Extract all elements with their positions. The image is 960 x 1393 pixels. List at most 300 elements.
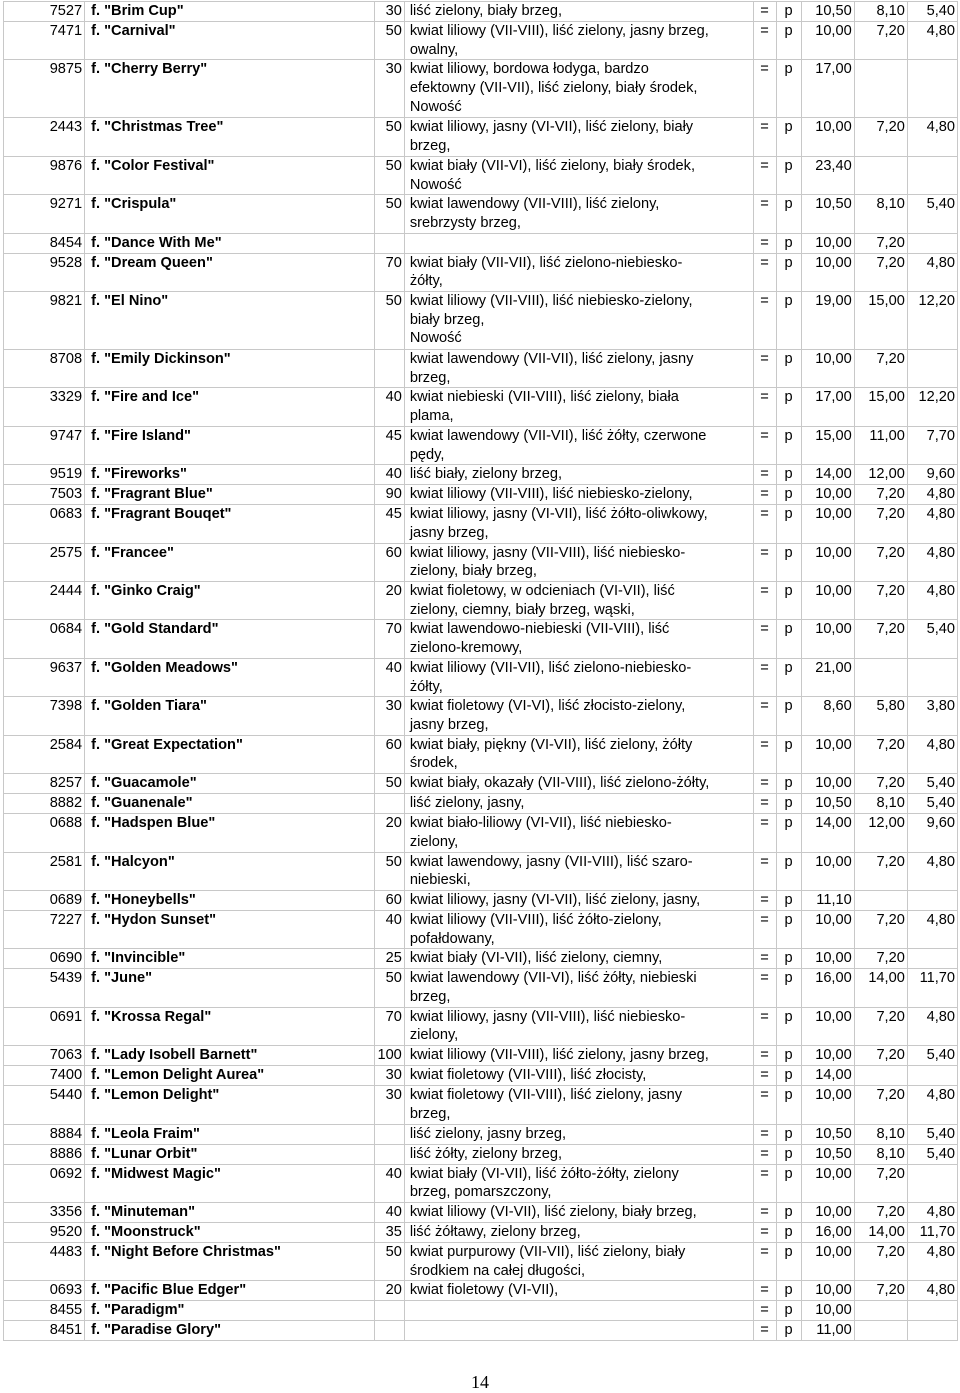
- price-2: 7,20: [854, 233, 907, 253]
- catalog-code: 3356: [4, 1202, 85, 1222]
- plant-height: 40: [374, 658, 404, 696]
- price-1: 8,60: [801, 697, 854, 735]
- price-unit: p: [776, 852, 801, 890]
- plant-height: 25: [374, 949, 404, 969]
- description-line: pędy,: [409, 446, 445, 463]
- catalog-code: 8884: [4, 1124, 85, 1144]
- plant-name: f. "Ginko Craig": [85, 582, 375, 620]
- catalog-code: 7471: [4, 22, 85, 60]
- plant-description: [404, 1144, 753, 1164]
- catalog-code: 0692: [4, 1164, 85, 1202]
- price-3: 5,40: [907, 2, 957, 22]
- plant-description: [404, 1124, 753, 1144]
- plant-name: f. "Leola Fraim": [85, 1124, 375, 1144]
- equals-sign: =: [753, 1144, 776, 1164]
- plant-name: f. "Fireworks": [85, 465, 375, 485]
- price-3: 5,40: [907, 774, 957, 794]
- plant-height: 60: [374, 543, 404, 581]
- price-3: 4,80: [907, 1242, 957, 1280]
- price-unit: p: [776, 22, 801, 60]
- description-line: Nowość: [409, 176, 462, 193]
- price-1: 16,00: [801, 1222, 854, 1242]
- catalog-code: 8708: [4, 350, 85, 388]
- price-3: [907, 1164, 957, 1202]
- price-2: 7,20: [854, 1202, 907, 1222]
- equals-sign: =: [753, 1281, 776, 1301]
- price-unit: p: [776, 582, 801, 620]
- plant-height: 30: [374, 2, 404, 22]
- description-line: kwiat liliowy, jasny (VII-VIII), liść niebiesko-: [409, 1008, 686, 1025]
- description-line: kwiat liliowy (VII-VIII), liść zielony, jasny brzeg,: [409, 1047, 709, 1064]
- price-2: 8,10: [854, 794, 907, 814]
- price-2: 8,10: [854, 1144, 907, 1164]
- price-2: 7,20: [854, 118, 907, 156]
- price-3: 5,40: [907, 1124, 957, 1144]
- table-row: [4, 1144, 958, 1164]
- plant-description: [404, 1281, 753, 1301]
- price-unit: p: [776, 1046, 801, 1066]
- plant-height: 45: [374, 505, 404, 543]
- price-unit: p: [776, 233, 801, 253]
- table-row: [4, 1222, 958, 1242]
- description-line: kwiat liliowy (VII-VIII), liść zielony, jasny brzeg,: [409, 23, 709, 39]
- equals-sign: =: [753, 292, 776, 350]
- equals-sign: =: [753, 465, 776, 485]
- plant-height: [374, 1301, 404, 1321]
- price-2: 8,10: [854, 1124, 907, 1144]
- price-3: [907, 1066, 957, 1086]
- price-1: 10,50: [801, 794, 854, 814]
- equals-sign: =: [753, 1202, 776, 1222]
- price-unit: p: [776, 969, 801, 1007]
- page-number: 14: [471, 1372, 489, 1392]
- price-2: 7,20: [854, 949, 907, 969]
- plant-description: [404, 1066, 753, 1086]
- plant-description: [404, 1321, 753, 1341]
- price-2: [854, 1066, 907, 1086]
- plant-height: 100: [374, 1046, 404, 1066]
- description-line: liść zielony, jasny,: [409, 795, 525, 812]
- plant-height: 70: [374, 253, 404, 291]
- table-row: [4, 465, 958, 485]
- price-2: 15,00: [854, 388, 907, 426]
- plant-name: f. "Fire Island": [85, 426, 375, 464]
- price-2: 7,20: [854, 543, 907, 581]
- plant-name: f. "Fragrant Bouqet": [85, 505, 375, 543]
- price-3: [907, 1301, 957, 1321]
- catalog-code: 7400: [4, 1066, 85, 1086]
- plant-height: 50: [374, 195, 404, 233]
- plant-name: f. "Hydon Sunset": [85, 910, 375, 948]
- plant-height: [374, 233, 404, 253]
- equals-sign: =: [753, 814, 776, 852]
- plant-name: f. "Lemon Delight": [85, 1086, 375, 1124]
- plant-height: 40: [374, 1202, 404, 1222]
- plant-description: [404, 118, 753, 156]
- price-3: 5,40: [907, 794, 957, 814]
- price-unit: p: [776, 543, 801, 581]
- plant-name: f. "Fragrant Blue": [85, 485, 375, 505]
- price-unit: p: [776, 658, 801, 696]
- equals-sign: =: [753, 1086, 776, 1124]
- equals-sign: =: [753, 697, 776, 735]
- description-line: środkiem na całej długości,: [409, 1262, 586, 1279]
- table-row: [4, 253, 958, 291]
- plant-height: 45: [374, 426, 404, 464]
- plant-description: [404, 426, 753, 464]
- price-2: 7,20: [854, 350, 907, 388]
- description-line: kwiat liliowy, jasny (VI-VII), liść zielony, jasny,: [409, 891, 701, 908]
- plant-height: 90: [374, 485, 404, 505]
- table-row: [4, 388, 958, 426]
- plant-description: [404, 1086, 753, 1124]
- catalog-code: 9519: [4, 465, 85, 485]
- plant-height: 20: [374, 1281, 404, 1301]
- price-unit: p: [776, 774, 801, 794]
- table-row: [4, 195, 958, 233]
- plant-description: [404, 697, 753, 735]
- plant-description: [404, 735, 753, 773]
- plant-name: f. "Minuteman": [85, 1202, 375, 1222]
- table-row: [4, 582, 958, 620]
- equals-sign: =: [753, 22, 776, 60]
- plant-height: 60: [374, 735, 404, 773]
- price-unit: p: [776, 1124, 801, 1144]
- description-line: owalny,: [409, 41, 459, 58]
- description-line: liść zielony, biały brzeg,: [409, 3, 563, 19]
- equals-sign: =: [753, 388, 776, 426]
- plant-height: 20: [374, 814, 404, 852]
- catalog-code: 2575: [4, 543, 85, 581]
- table-row: [4, 543, 958, 581]
- plant-name: f. "Krossa Regal": [85, 1007, 375, 1045]
- table-row: [4, 1242, 958, 1280]
- description-line: brzeg,: [409, 1105, 451, 1122]
- catalog-code: 2443: [4, 118, 85, 156]
- table-row: [4, 852, 958, 890]
- price-unit: p: [776, 1066, 801, 1086]
- price-3: [907, 156, 957, 194]
- price-1: 19,00: [801, 292, 854, 350]
- description-line: brzeg,: [409, 138, 451, 155]
- price-1: 10,00: [801, 1202, 854, 1222]
- plant-description: [404, 1164, 753, 1202]
- price-3: 4,80: [907, 1086, 957, 1124]
- plant-height: 30: [374, 697, 404, 735]
- plant-description: [404, 582, 753, 620]
- description-line: kwiat lawendowy (VII-VII), liść zielony, jasny: [409, 351, 694, 368]
- table-row: [4, 890, 958, 910]
- price-1: 10,00: [801, 582, 854, 620]
- description-line: kwiat lawendowy, jasny (VII-VIII), liść szaro-: [409, 853, 693, 870]
- price-3: 9,60: [907, 814, 957, 852]
- plant-height: 60: [374, 890, 404, 910]
- price-2: [854, 60, 907, 118]
- plant-height: 50: [374, 774, 404, 794]
- price-1: 10,00: [801, 1086, 854, 1124]
- price-3: 7,70: [907, 426, 957, 464]
- plant-name: f. "Guanenale": [85, 794, 375, 814]
- description-line: kwiat liliowy, jasny (VII-VIII), liść niebiesko-: [409, 544, 686, 561]
- description-line: kwiat liliowy (VII-VIII), liść żółto-zielony,: [409, 911, 662, 928]
- price-3: [907, 658, 957, 696]
- price-3: [907, 1321, 957, 1341]
- price-3: 11,70: [907, 969, 957, 1007]
- equals-sign: =: [753, 233, 776, 253]
- price-1: 10,00: [801, 485, 854, 505]
- price-1: 10,50: [801, 1124, 854, 1144]
- catalog-code: 7398: [4, 697, 85, 735]
- description-line: jasny brzeg,: [409, 716, 489, 733]
- plant-name: f. "Francee": [85, 543, 375, 581]
- description-line: srebrzysty brzeg,: [409, 214, 521, 231]
- catalog-code: 0690: [4, 949, 85, 969]
- price-2: 7,20: [854, 1281, 907, 1301]
- price-3: [907, 233, 957, 253]
- equals-sign: =: [753, 156, 776, 194]
- equals-sign: =: [753, 774, 776, 794]
- plant-description: [404, 543, 753, 581]
- plant-name: f. "Carnival": [85, 22, 375, 60]
- plant-name: f. "El Nino": [85, 292, 375, 350]
- price-3: 5,40: [907, 1046, 957, 1066]
- table-row: [4, 620, 958, 658]
- price-1: 10,00: [801, 233, 854, 253]
- equals-sign: =: [753, 1301, 776, 1321]
- price-2: 7,20: [854, 1007, 907, 1045]
- plant-name: f. "Pacific Blue Edger": [85, 1281, 375, 1301]
- catalog-code: 7503: [4, 485, 85, 505]
- equals-sign: =: [753, 1066, 776, 1086]
- price-3: 4,80: [907, 543, 957, 581]
- price-unit: p: [776, 1164, 801, 1202]
- price-1: 10,00: [801, 253, 854, 291]
- price-2: [854, 890, 907, 910]
- catalog-code: 0684: [4, 620, 85, 658]
- description-line: kwiat purpurowy (VII-VII), liść zielony, biały: [409, 1243, 686, 1260]
- plant-name: f. "Cherry Berry": [85, 60, 375, 118]
- description-line: kwiat fioletowy (VI-VI), liść złocisto-zielony,: [409, 698, 686, 715]
- description-line: Nowość: [409, 98, 462, 115]
- description-line: kwiat biały (VII-VI), liść zielony, biały środek,: [409, 157, 696, 174]
- description-line: żółty,: [409, 273, 443, 290]
- description-line: liść żółtawy, zielony brzeg,: [409, 1223, 581, 1240]
- description-line: kwiat lawendowy (VII-VIII), liść zielony,: [409, 196, 660, 213]
- catalog-code: 5439: [4, 969, 85, 1007]
- equals-sign: =: [753, 253, 776, 291]
- price-unit: p: [776, 118, 801, 156]
- description-line: Nowość: [409, 330, 462, 347]
- equals-sign: =: [753, 2, 776, 22]
- catalog-code: 9821: [4, 292, 85, 350]
- price-1: 23,40: [801, 156, 854, 194]
- price-2: 7,20: [854, 774, 907, 794]
- price-3: 4,80: [907, 22, 957, 60]
- price-3: 4,80: [907, 910, 957, 948]
- description-line: kwiat liliowy, jasny (VI-VII), liść żółto-oliwkowy,: [409, 506, 708, 523]
- price-2: 12,00: [854, 465, 907, 485]
- description-line: kwiat liliowy (VII-VII), liść zielono-niebiesko-: [409, 659, 692, 676]
- equals-sign: =: [753, 60, 776, 118]
- catalog-code: 8257: [4, 774, 85, 794]
- price-2: 14,00: [854, 1222, 907, 1242]
- plant-height: [374, 350, 404, 388]
- equals-sign: =: [753, 852, 776, 890]
- price-1: 10,00: [801, 735, 854, 773]
- price-1: 10,00: [801, 1164, 854, 1202]
- description-line: plama,: [409, 408, 454, 425]
- price-2: [854, 156, 907, 194]
- description-line: kwiat biały, okazały (VII-VIII), liść zielono-żółty,: [409, 775, 710, 792]
- equals-sign: =: [753, 350, 776, 388]
- price-3: 4,80: [907, 505, 957, 543]
- description-line: kwiat fioletowy (VII-VIII), liść zielony, jasny: [409, 1087, 683, 1104]
- description-line: liść biały, zielony brzeg,: [409, 466, 563, 483]
- catalog-code: 7227: [4, 910, 85, 948]
- table-row: [4, 118, 958, 156]
- catalog-code: 0683: [4, 505, 85, 543]
- price-3: [907, 890, 957, 910]
- plant-name: f. "Christmas Tree": [85, 118, 375, 156]
- catalog-code: 5440: [4, 1086, 85, 1124]
- plant-height: 50: [374, 292, 404, 350]
- table-row: [4, 1124, 958, 1144]
- description-line: kwiat biały, piękny (VI-VII), liść zielony, żółty: [409, 736, 693, 753]
- table-row: [4, 350, 958, 388]
- catalog-code: 9876: [4, 156, 85, 194]
- table-row: [4, 910, 958, 948]
- price-3: 11,70: [907, 1222, 957, 1242]
- price-3: 12,20: [907, 292, 957, 350]
- plant-description: [404, 620, 753, 658]
- price-1: 10,50: [801, 2, 854, 22]
- price-3: 12,20: [907, 388, 957, 426]
- table-row: [4, 2, 958, 22]
- plant-description: [404, 485, 753, 505]
- catalog-code: 9520: [4, 1222, 85, 1242]
- plant-name: f. "Golden Meadows": [85, 658, 375, 696]
- plant-height: 50: [374, 1242, 404, 1280]
- plant-name: f. "Halcyon": [85, 852, 375, 890]
- plant-description: [404, 2, 753, 22]
- plant-height: [374, 1321, 404, 1341]
- table-row: [4, 949, 958, 969]
- plant-height: 70: [374, 620, 404, 658]
- catalog-code: 0691: [4, 1007, 85, 1045]
- description-line: kwiat liliowy (VI-VII), liść zielony, biały brzeg,: [409, 1203, 697, 1220]
- price-unit: p: [776, 60, 801, 118]
- price-2: 7,20: [854, 485, 907, 505]
- equals-sign: =: [753, 426, 776, 464]
- catalog-code: 0689: [4, 890, 85, 910]
- table-row: [4, 60, 958, 118]
- price-unit: p: [776, 890, 801, 910]
- price-3: 3,80: [907, 697, 957, 735]
- equals-sign: =: [753, 195, 776, 233]
- price-2: 7,20: [854, 620, 907, 658]
- plant-height: 20: [374, 582, 404, 620]
- price-3: 4,80: [907, 253, 957, 291]
- catalog-code: 8454: [4, 233, 85, 253]
- price-3: 4,80: [907, 1007, 957, 1045]
- price-1: 10,50: [801, 195, 854, 233]
- plant-height: 40: [374, 1164, 404, 1202]
- equals-sign: =: [753, 910, 776, 948]
- price-3: 4,80: [907, 1202, 957, 1222]
- price-unit: p: [776, 350, 801, 388]
- price-unit: p: [776, 195, 801, 233]
- plant-height: 30: [374, 1066, 404, 1086]
- catalog-code: 9528: [4, 253, 85, 291]
- table-row: [4, 735, 958, 773]
- plant-description: [404, 195, 753, 233]
- plant-name: f. "Night Before Christmas": [85, 1242, 375, 1280]
- price-unit: p: [776, 949, 801, 969]
- catalog-code: 3329: [4, 388, 85, 426]
- price-2: 7,20: [854, 582, 907, 620]
- table-row: [4, 1086, 958, 1124]
- plant-height: [374, 794, 404, 814]
- plant-description: [404, 910, 753, 948]
- price-3: 4,80: [907, 582, 957, 620]
- description-line: kwiat fioletowy (VII-VIII), liść złocisty,: [409, 1067, 647, 1084]
- price-1: 10,00: [801, 949, 854, 969]
- description-line: niebieski,: [409, 872, 471, 889]
- plant-name: f. "Gold Standard": [85, 620, 375, 658]
- table-row: [4, 292, 958, 350]
- price-1: 10,00: [801, 1046, 854, 1066]
- price-unit: p: [776, 794, 801, 814]
- catalog-code: 7063: [4, 1046, 85, 1066]
- plant-description: [404, 890, 753, 910]
- price-unit: p: [776, 1144, 801, 1164]
- price-2: [854, 1301, 907, 1321]
- plant-description: [404, 774, 753, 794]
- price-2: [854, 1321, 907, 1341]
- description-line: kwiat lawendowy (VII-VI), liść żółty, niebieski: [409, 970, 697, 987]
- price-1: 10,00: [801, 1301, 854, 1321]
- description-line: biały brzeg,: [409, 311, 485, 328]
- price-unit: p: [776, 1281, 801, 1301]
- plant-name: f. "Emily Dickinson": [85, 350, 375, 388]
- plant-name: f. "Dream Queen": [85, 253, 375, 291]
- price-3: [907, 60, 957, 118]
- table-row: [4, 1007, 958, 1045]
- plant-description: [404, 814, 753, 852]
- plant-height: 30: [374, 1086, 404, 1124]
- plant-height: 50: [374, 118, 404, 156]
- price-unit: p: [776, 253, 801, 291]
- price-1: 10,50: [801, 1144, 854, 1164]
- plant-name: f. "Lady Isobell Barnett": [85, 1046, 375, 1066]
- price-unit: p: [776, 485, 801, 505]
- plant-height: [374, 1124, 404, 1144]
- price-2: 7,20: [854, 1164, 907, 1202]
- plant-name: f. "Moonstruck": [85, 1222, 375, 1242]
- price-3: 4,80: [907, 118, 957, 156]
- description-line: zielony, ciemny, biały brzeg, wąski,: [409, 601, 635, 618]
- plant-height: 35: [374, 1222, 404, 1242]
- equals-sign: =: [753, 969, 776, 1007]
- price-2: 7,20: [854, 852, 907, 890]
- equals-sign: =: [753, 1007, 776, 1045]
- catalog-code: 2581: [4, 852, 85, 890]
- description-line: zielony,: [409, 1027, 459, 1044]
- price-unit: p: [776, 505, 801, 543]
- plant-height: [374, 1144, 404, 1164]
- plant-name: f. "Hadspen Blue": [85, 814, 375, 852]
- price-unit: p: [776, 2, 801, 22]
